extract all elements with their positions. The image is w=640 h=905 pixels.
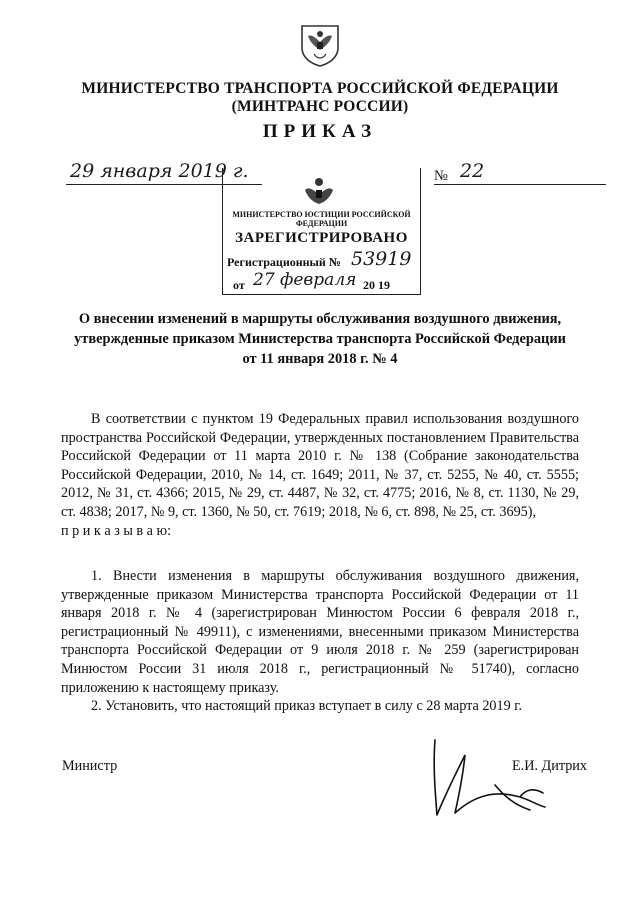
stamp-date-prefix: от [233, 278, 245, 292]
order-number-handwritten: 22 [460, 160, 485, 182]
ministry-name-line2: (МИНТРАНС РОССИИ) [231, 98, 409, 115]
order-item-2: 2. Установить, что настоящий приказ вступает в силу с 28 марта 2019 г. [91, 698, 523, 714]
stamp-reg-number-label: Регистрационный № [227, 255, 341, 269]
order-number-label: № [434, 168, 448, 184]
document-type-title: ПРИКАЗ [262, 121, 378, 142]
stamp-registered-label: ЗАРЕГИСТРИРОВАНО [235, 230, 408, 246]
handwritten-signature [425, 735, 555, 820]
subject-line-1: О внесении изменений в маршруты обслуживания воздушного движения, [78, 311, 562, 327]
preamble-paragraph: В соответствии с пунктом 19 Федеральных правил использования воздушного пространства Российской Федерации, утвержденных постановлением Правительства Российской Федерации от 11 марта 2010 г. № 138 (Собрание законодательства Российской Федерации, 2010, № 14, ст. 1649; 2011, № 37, ст. 5255, № 40, ст. 5555; 2012, № 31, ст. 4366; 2015, № 29, ст. 4487, № 32, ст. 4775; 2016, № 8, ст. 1130, № 29, ст. 4838; 2017, № 9, ст. 1360, № 50, ст. 7619; 2018, № 6, ст. 898, № 25, ст. 3695), [61, 411, 579, 520]
stamp-reg-number-handwritten: 53919 [351, 248, 412, 270]
stamp-date-handwritten: 27 февраля [253, 270, 357, 290]
registration-stamp [222, 168, 421, 295]
signatory-name: Е.И. Дитрих [512, 758, 587, 774]
coat-of-arms-emblem [298, 20, 342, 68]
subject-line-3: от 11 января 2018 г. № 4 [242, 351, 398, 367]
order-item-1: 1. Внести изменения в маршруты обслуживания воздушного движения, утвержденные приказом Министерства транспорта Российской Федерации от 11 января 2018 г. № 4 (зарегистрирован Минюстом России 6 февраля 2018 г., регистрационный № 49911), с изменениями, внесенными приказом Министерства транспорта Российской Федерации от 9 июля 2018 г. № 259 (зарегистрирован Минюстом России 31 июля 2018 г., регистрационный № 51740), согласно приложению к настоящему приказу. [61, 568, 579, 696]
stamp-emblem-icon [297, 174, 341, 208]
signatory-position: Министр [62, 758, 118, 774]
ministry-name-line1: МИНИСТЕРСТВО ТРАНСПОРТА РОССИЙСКОЙ ФЕДЕРАЦИИ [81, 80, 559, 97]
order-date-handwritten: 29 января 2019 г. [70, 160, 249, 182]
stamp-org-name: МИНИСТЕРСТВО ЮСТИЦИИ РОССИЙСКОЙ ФЕДЕРАЦИИ [232, 210, 411, 228]
order-word: п р и к а з ы в а ю: [61, 523, 172, 539]
order-subject [60, 309, 580, 369]
stamp-year: 20 19 [363, 278, 390, 292]
subject-line-2: утвержденные приказом Министерства транспорта Российской Федерации [74, 331, 566, 347]
order-number-underline [434, 184, 606, 185]
